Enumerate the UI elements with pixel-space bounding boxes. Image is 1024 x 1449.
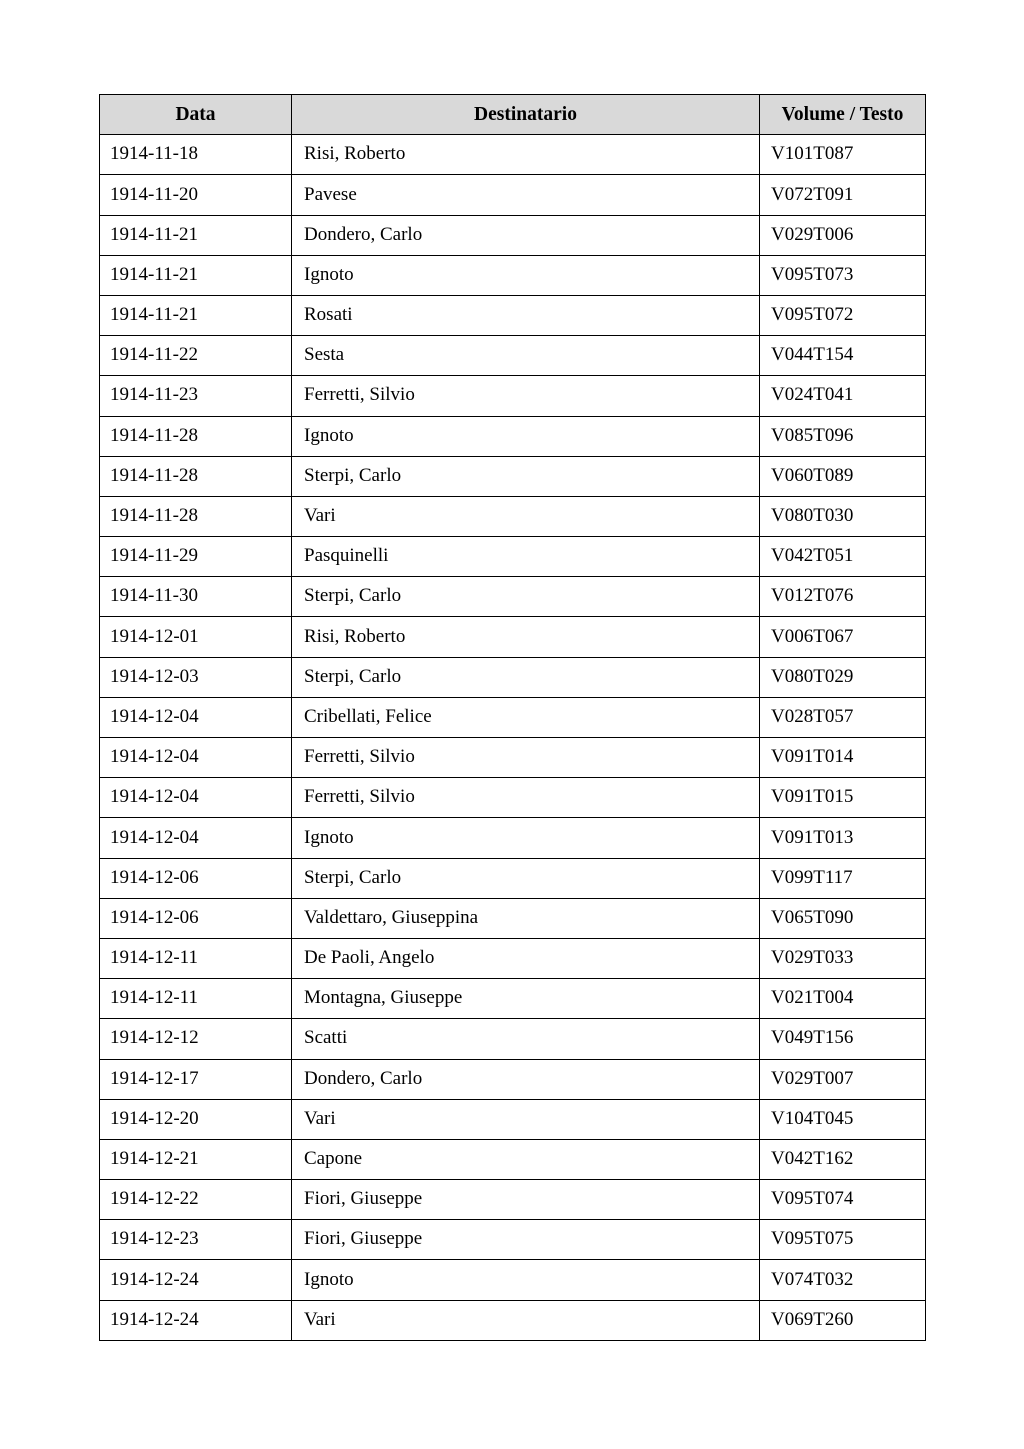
cell-destinatario: Cribellati, Felice xyxy=(292,697,760,737)
cell-volume: V029T006 xyxy=(760,215,926,255)
table-row xyxy=(100,295,926,335)
cell-data: 1914-12-01 xyxy=(100,617,292,657)
cell-destinatario: Ignoto xyxy=(292,416,760,456)
cell-data: 1914-11-18 xyxy=(100,135,292,175)
column-header-volume: Volume / Testo xyxy=(760,95,926,135)
cell-volume: V074T032 xyxy=(760,1260,926,1300)
cell-volume: V029T033 xyxy=(760,938,926,978)
cell-volume: V028T057 xyxy=(760,697,926,737)
cell-destinatario: De Paoli, Angelo xyxy=(292,938,760,978)
cell-data: 1914-12-24 xyxy=(100,1300,292,1340)
cell-volume: V091T013 xyxy=(760,818,926,858)
cell-volume: V085T096 xyxy=(760,416,926,456)
cell-destinatario: Vari xyxy=(292,1099,760,1139)
cell-volume: V104T045 xyxy=(760,1099,926,1139)
cell-destinatario: Rosati xyxy=(292,295,760,335)
cell-data: 1914-11-29 xyxy=(100,537,292,577)
cell-destinatario: Sesta xyxy=(292,336,760,376)
table-row xyxy=(100,1059,926,1099)
cell-destinatario: Sterpi, Carlo xyxy=(292,577,760,617)
cell-volume: V099T117 xyxy=(760,858,926,898)
cell-data: 1914-11-21 xyxy=(100,295,292,335)
cell-volume: V101T087 xyxy=(760,135,926,175)
table-row xyxy=(100,818,926,858)
cell-destinatario: Montagna, Giuseppe xyxy=(292,979,760,1019)
cell-data: 1914-11-20 xyxy=(100,175,292,215)
cell-destinatario: Vari xyxy=(292,496,760,536)
cell-data: 1914-12-12 xyxy=(100,1019,292,1059)
table-header xyxy=(100,95,926,135)
cell-volume: V065T090 xyxy=(760,898,926,938)
cell-volume: V080T030 xyxy=(760,496,926,536)
table-row xyxy=(100,1300,926,1340)
cell-destinatario: Valdettaro, Giuseppina xyxy=(292,898,760,938)
table-row xyxy=(100,135,926,175)
cell-destinatario: Dondero, Carlo xyxy=(292,1059,760,1099)
cell-destinatario: Ferretti, Silvio xyxy=(292,738,760,778)
cell-data: 1914-11-28 xyxy=(100,456,292,496)
cell-data: 1914-11-23 xyxy=(100,376,292,416)
cell-data: 1914-12-23 xyxy=(100,1220,292,1260)
table-row xyxy=(100,858,926,898)
table-row xyxy=(100,1139,926,1179)
cell-destinatario: Capone xyxy=(292,1139,760,1179)
table-row xyxy=(100,255,926,295)
cell-destinatario: Ignoto xyxy=(292,1260,760,1300)
cell-destinatario: Fiori, Giuseppe xyxy=(292,1220,760,1260)
cell-destinatario: Risi, Roberto xyxy=(292,617,760,657)
table-row xyxy=(100,416,926,456)
cell-volume: V080T029 xyxy=(760,657,926,697)
cell-data: 1914-12-11 xyxy=(100,938,292,978)
cell-data: 1914-12-04 xyxy=(100,818,292,858)
cell-destinatario: Fiori, Giuseppe xyxy=(292,1180,760,1220)
table-row xyxy=(100,938,926,978)
cell-destinatario: Ferretti, Silvio xyxy=(292,376,760,416)
cell-volume: V095T075 xyxy=(760,1220,926,1260)
cell-volume: V060T089 xyxy=(760,456,926,496)
cell-volume: V091T015 xyxy=(760,778,926,818)
cell-data: 1914-12-04 xyxy=(100,778,292,818)
cell-volume: V042T051 xyxy=(760,537,926,577)
table-row xyxy=(100,376,926,416)
table-row xyxy=(100,617,926,657)
table-row xyxy=(100,1099,926,1139)
cell-destinatario: Sterpi, Carlo xyxy=(292,858,760,898)
cell-data: 1914-12-21 xyxy=(100,1139,292,1179)
table-body xyxy=(100,135,926,1341)
table-row xyxy=(100,175,926,215)
correspondence-table xyxy=(99,94,926,1341)
cell-data: 1914-12-24 xyxy=(100,1260,292,1300)
cell-destinatario: Vari xyxy=(292,1300,760,1340)
table-row xyxy=(100,697,926,737)
cell-volume: V095T072 xyxy=(760,295,926,335)
cell-data: 1914-11-28 xyxy=(100,496,292,536)
table-row xyxy=(100,456,926,496)
cell-volume: V012T076 xyxy=(760,577,926,617)
column-header-destinatario: Destinatario xyxy=(292,95,760,135)
cell-volume: V021T004 xyxy=(760,979,926,1019)
cell-data: 1914-12-20 xyxy=(100,1099,292,1139)
cell-data: 1914-11-30 xyxy=(100,577,292,617)
cell-destinatario: Sterpi, Carlo xyxy=(292,657,760,697)
cell-volume: V095T074 xyxy=(760,1180,926,1220)
cell-volume: V006T067 xyxy=(760,617,926,657)
table-row xyxy=(100,979,926,1019)
cell-destinatario: Sterpi, Carlo xyxy=(292,456,760,496)
table-row xyxy=(100,577,926,617)
cell-volume: V029T007 xyxy=(760,1059,926,1099)
cell-data: 1914-11-28 xyxy=(100,416,292,456)
cell-data: 1914-12-03 xyxy=(100,657,292,697)
table-row xyxy=(100,898,926,938)
cell-destinatario: Pavese xyxy=(292,175,760,215)
cell-data: 1914-12-04 xyxy=(100,697,292,737)
cell-destinatario: Scatti xyxy=(292,1019,760,1059)
table-row xyxy=(100,1220,926,1260)
cell-volume: V072T091 xyxy=(760,175,926,215)
cell-volume: V095T073 xyxy=(760,255,926,295)
table-row xyxy=(100,496,926,536)
cell-data: 1914-11-21 xyxy=(100,255,292,295)
cell-volume: V091T014 xyxy=(760,738,926,778)
table-row xyxy=(100,738,926,778)
cell-destinatario: Ignoto xyxy=(292,255,760,295)
cell-data: 1914-11-21 xyxy=(100,215,292,255)
cell-data: 1914-11-22 xyxy=(100,336,292,376)
table-row xyxy=(100,1180,926,1220)
cell-destinatario: Risi, Roberto xyxy=(292,135,760,175)
table-header-row xyxy=(100,95,926,135)
table-row xyxy=(100,657,926,697)
cell-destinatario: Pasquinelli xyxy=(292,537,760,577)
table-row xyxy=(100,336,926,376)
cell-destinatario: Dondero, Carlo xyxy=(292,215,760,255)
cell-volume: V069T260 xyxy=(760,1300,926,1340)
cell-volume: V049T156 xyxy=(760,1019,926,1059)
cell-volume: V024T041 xyxy=(760,376,926,416)
table-row xyxy=(100,537,926,577)
cell-volume: V042T162 xyxy=(760,1139,926,1179)
cell-data: 1914-12-06 xyxy=(100,858,292,898)
column-header-data: Data xyxy=(100,95,292,135)
table-row xyxy=(100,215,926,255)
cell-data: 1914-12-06 xyxy=(100,898,292,938)
cell-data: 1914-12-17 xyxy=(100,1059,292,1099)
cell-destinatario: Ferretti, Silvio xyxy=(292,778,760,818)
cell-data: 1914-12-04 xyxy=(100,738,292,778)
cell-data: 1914-12-22 xyxy=(100,1180,292,1220)
table-row xyxy=(100,778,926,818)
cell-data: 1914-12-11 xyxy=(100,979,292,1019)
table-row xyxy=(100,1260,926,1300)
cell-volume: V044T154 xyxy=(760,336,926,376)
cell-destinatario: Ignoto xyxy=(292,818,760,858)
table-row xyxy=(100,1019,926,1059)
